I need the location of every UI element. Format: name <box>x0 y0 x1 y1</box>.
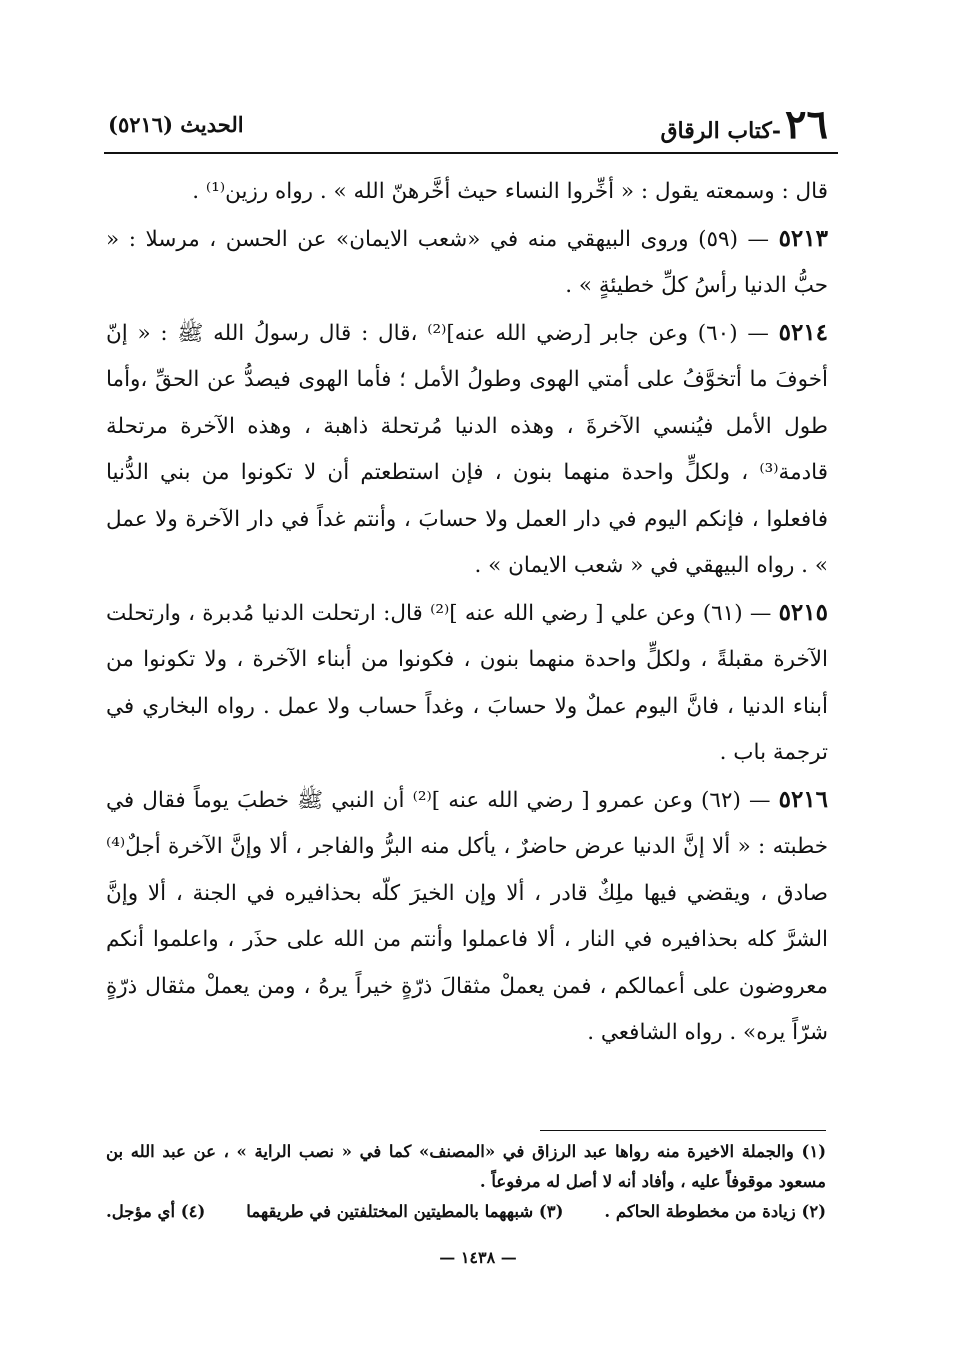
paragraph: قال : وسمعته يقول : « أخِّروا النساء حيث أخَّرهنّ الله » . رواه رزين⁽¹⁾ . <box>192 179 828 204</box>
hadith-number: ٥٢١٥ <box>778 598 828 626</box>
main-text <box>106 168 828 1057</box>
page-number: — ١٤٣٨ — <box>439 1248 517 1267</box>
paragraph: ٥٢١٥ — (٦١) وعن علي [ رضي الله عنه ]⁽²⁾ قال: ارتحلت الدنيا مُدبرة ، وارتحلت الآخرة مقبلةً ، ولكلٍّ واحدة منهما بنون ، فكونوا من أبناء الآخرة ، ولا تكونوا من أبناء الدنيا ، فانَّ اليوم عملٌ ولا حسابَ ، وغداً حساب ولا عمل . رواه البخاري في ترجمة باب . <box>106 598 828 765</box>
paragraph: ٥٢١٣ — (٥٩) وروى البيهقي منه في «شعب الايمان» عن الحسن ، مرسلا : « حبُّ الدنيا رأسُ كلِّ خطيئةٍ » . <box>106 224 828 298</box>
chapter-heading <box>660 101 828 148</box>
paragraph: ٥٢١٦ — (٦٢) وعن عمرو [ رضي الله عنه ]⁽²⁾ أن النبي ﷺ خطبَ يوماً فقال في خطبته : « ألا إنَّ الدنيا عرض حاضرٌ ، يأكل منه البرُّ والفاجر ، ألا وإنَّ الآخرة أجلٌ⁽⁴⁾ صادق ، ويقضي فيها ملِكٌ قادر ، ألا وإن الخيرَ كلّه بحذافيره في الجنة ، ألا وإنَّ الشرَّ كله بحذافيره في النار ، ألا فاعملوا وأنتم من الله على حذَر ، واعلموا أنكم معروضون على أعمالكم ، فمن يعملْ مثقالَ ذرّةٍ خيراً يرهُ ، ومن يعملْ مثقال ذرّةٍ شرّاً يره» . رواه الشافعي . <box>106 785 829 1045</box>
hadith-reference: الحديث (٥٢١٦) <box>108 112 244 137</box>
hadith-number: ٥٢١٦ <box>778 785 829 813</box>
hadith-number: ٥٢١٤ <box>778 318 829 346</box>
header-divider <box>104 152 838 154</box>
footnote-row <box>106 1197 826 1227</box>
footnote-3: (٣) شبههما بالمطيتين المختلفتين في طريقهما <box>246 1202 564 1221</box>
hadith-number: ٥٢١٣ <box>778 224 828 252</box>
footnote-4: (٤) أي مؤجل. <box>106 1202 206 1221</box>
chapter-number: ٢٦ <box>785 101 828 148</box>
paragraph: ٥٢١٤ — (٦٠) وعن جابر [رضي الله عنه]⁽²⁾ ،قال : قال رسولُ الله ﷺ : « إنّ أخوفَ ما أتخوَّفُ على أمتي الهوى وطولُ الأمل ؛ فأما الهوى فيصدُّ عن الحقِّ ،وأما طول الأمل فيُنسي الآخرةَ ، وهذه الدنيا مُرتحلة ذاهبة ، وهذه الآخرة مرتحلة قادمة⁽³⁾ ، ولكلٍّ واحدة منهما بنون ، فإن استطعتم أن لا تكونوا من بني الدُّنيا فافعلوا ، فإنكم اليوم في دار العمل ولا حسابَ ، وأنتم غداً في دار الآخرة ولا عمل » . رواه البيهقي في « شعب الايمان » . <box>106 318 829 578</box>
chapter-title: -كتاب الرقاق <box>660 118 782 144</box>
footnote-2: (٢) زيادة من مخطوطة الحاكم . <box>604 1202 826 1221</box>
footnote-divider <box>540 1130 826 1131</box>
footnotes <box>106 1137 826 1227</box>
page-header <box>108 101 828 150</box>
footnote-1: (١) والجملة الاخيرة منه رواها عبد الرزاق في «المصنف» كما في « نصب الراية » ، عن عبد الله بن مسعود موقوفاً عليه ، وأفاد أنه لا أصل له مرفوعاً . <box>106 1142 826 1191</box>
